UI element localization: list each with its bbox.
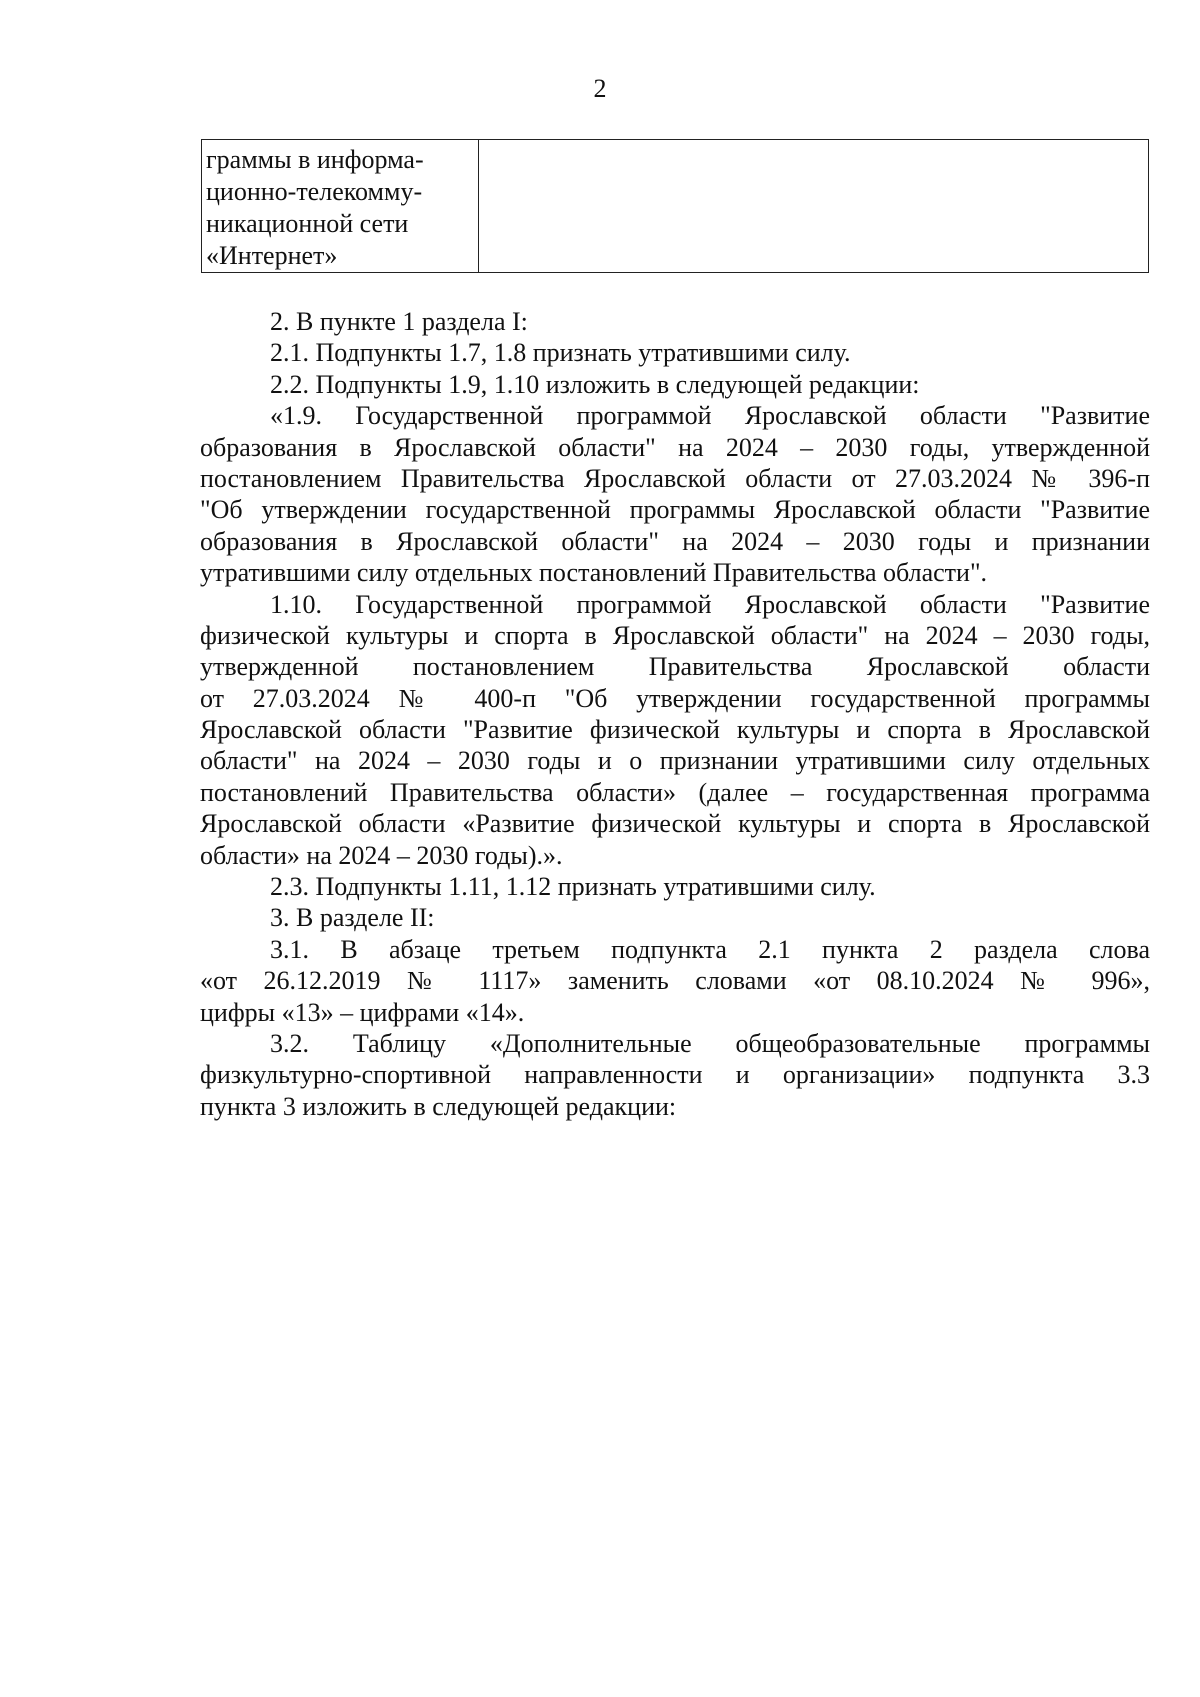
text-line: 2.3. Подпункты 1.11, 1.12 признать утратившими силу.: [270, 872, 876, 902]
text-line: 1.10. Государственной программой Ярославской области "Развитие: [270, 589, 1150, 619]
text-line: физкультурно-спортивной направленности и организации» подпункта 3.3: [200, 1060, 1150, 1090]
text-line: Ярославской области "Развитие физической культуры и спорта в Ярославской: [200, 715, 1150, 745]
text-line: цифры «13» – цифрами «14».: [200, 997, 525, 1027]
text-line: 3.1. В абзаце третьем подпункта 2.1 пункта 2 раздела слова: [270, 934, 1150, 964]
text-line: 2. В пункте 1 раздела I:: [270, 307, 528, 336]
text-line: области» на 2024 – 2030 годы).».: [200, 840, 563, 870]
cell-text: [202, 140, 478, 272]
text-line: постановлением Правительства Ярославской области от 27.03.2024 № 396-п: [200, 463, 1150, 493]
text-line: утратившими силу отдельных постановлений Правительства области".: [200, 558, 988, 588]
page-number: 2: [593, 74, 607, 103]
cell-line: ционно-телекомму-: [206, 177, 423, 206]
text-line: «от 26.12.2019 № 1117» заменить словами «от 08.10.2024 № 996»,: [200, 966, 1150, 996]
text-line: "Об утверждении государственной программы Ярославской области "Развитие: [200, 495, 1150, 525]
text-line: 3. В разделе II:: [270, 903, 435, 933]
cell-line: граммы в информа-: [206, 145, 424, 174]
text-line: «1.9. Государственной программой Ярославской области "Развитие: [270, 401, 1150, 431]
table-cell-right: [479, 140, 1149, 273]
text-line: 3.2. Таблицу «Дополнительные общеобразовательные программы: [270, 1028, 1150, 1058]
text-line: Ярославской области «Развитие физической культуры и спорта в Ярославской: [200, 809, 1150, 839]
cell-line: «Интернет»: [206, 241, 338, 270]
cell-line: никационной сети: [206, 209, 409, 238]
text-line: 2.1. Подпункты 1.7, 1.8 признать утратившими силу.: [270, 338, 851, 368]
text-line: от 27.03.2024 № 400-п "Об утверждении государственной программы: [200, 683, 1150, 713]
text-line: образования в Ярославской области" на 2024 – 2030 годы и признании: [200, 526, 1150, 556]
text-line: постановлений Правительства области» (далее – государственная программа: [200, 777, 1150, 807]
text-line: пункта 3 изложить в следующей редакции:: [200, 1091, 677, 1121]
table-row: [202, 140, 1149, 273]
text-line: образования в Ярославской области" на 2024 – 2030 годы, утвержденной: [200, 432, 1150, 462]
text-line: области" на 2024 – 2030 годы и о признании утратившими силу отдельных: [200, 746, 1150, 776]
text-line: физической культуры и спорта в Ярославской области" на 2024 – 2030 годы,: [200, 620, 1150, 650]
table-cell-left: [202, 140, 479, 273]
text-line: утвержденной постановлением Правительства Ярославской области: [200, 652, 1150, 682]
document-body: [200, 306, 1150, 1122]
text-line: 2.2. Подпункты 1.9, 1.10 изложить в следующей редакции:: [270, 369, 920, 399]
continued-table: [201, 139, 1149, 273]
